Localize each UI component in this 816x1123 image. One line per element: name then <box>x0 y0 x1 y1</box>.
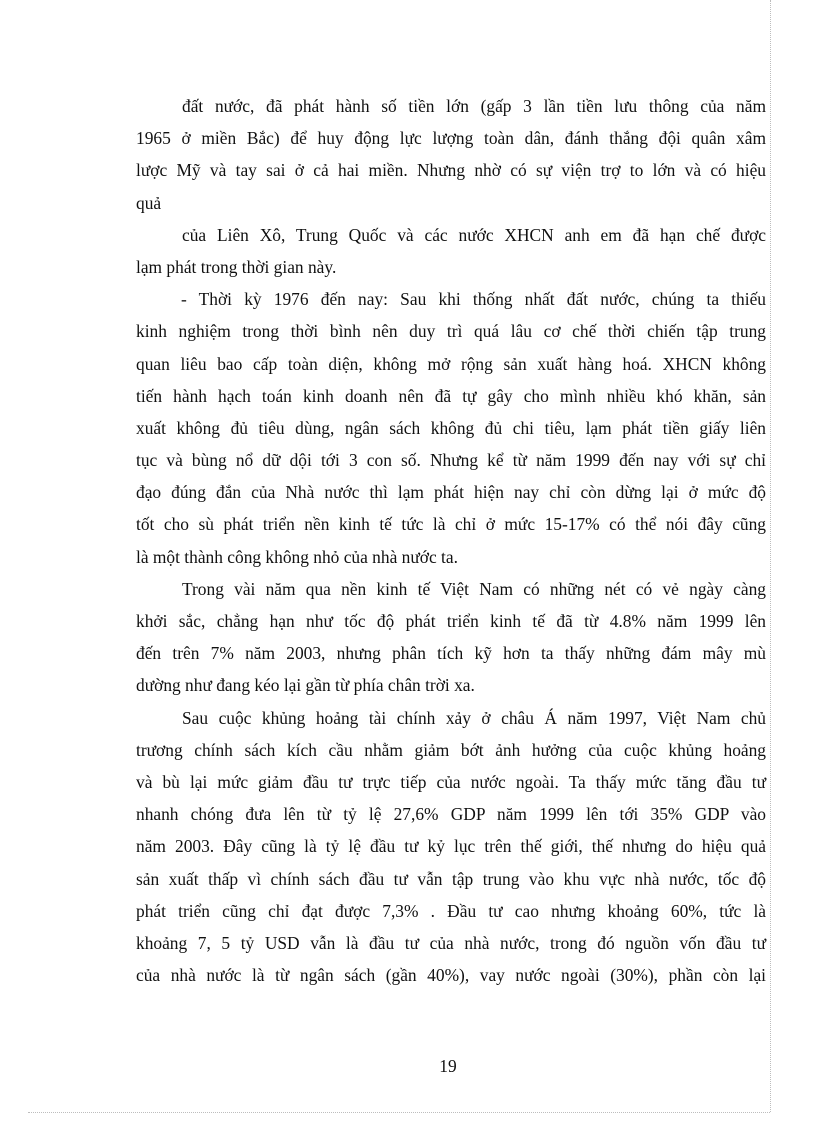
text-line: đất nước, đã phát hành số tiền lớn (gấp 3 lần tiền lưu thông của năm <box>182 96 766 116</box>
text-line: xuất không đủ tiêu dùng, ngân sách không đủ chi tiêu, lạm phát tiền giấy liên <box>136 417 766 438</box>
text-line: đạo đúng đắn của Nhà nước thì lạm phát hiện nay chỉ còn dừng lại ở mức độ <box>136 482 766 503</box>
text-line: khởi sắc, chẳng hạn như tốc độ phát triển kinh tế đã từ 4.8% năm 1999 lên <box>136 611 766 631</box>
text-line: lược Mỹ và tay sai ở cả hai miền. Nhưng nhờ có sự viện trợ to lớn và có hiệu <box>136 160 766 181</box>
text-line: nhanh chóng đưa lên từ tỷ lệ 27,6% GDP năm 1999 lên tới 35% GDP vào <box>136 804 766 825</box>
text-line: tốt cho sù phát triển nền kinh tế tức là chỉ ở mức 15-17% có thể nói đây cũng <box>136 514 766 535</box>
text-line: sản xuất thấp vì chính sách đầu tư vẫn tập trung vào khu vực nhà nước, tốc độ <box>136 868 766 889</box>
text-line: - Thời kỳ 1976 đến nay: Sau khi thống nhất đất nước, chúng ta thiếu <box>181 289 766 310</box>
text-line: trương chính sách kích cầu nhằm giảm bớt ảnh hưởng của cuộc khủng hoảng <box>136 739 766 760</box>
text-line: năm 2003. Đây cũng là tỷ lệ đầu tư kỷ lục trên thế giới, thế nhưng do hiệu quả <box>136 836 766 857</box>
text-line: tiến hành hạch toán kinh doanh nên đã tự gây cho mình nhiều khó khăn, sản <box>136 385 766 406</box>
page-number: 19 <box>439 1056 457 1076</box>
page-border-right <box>770 0 771 1112</box>
text-line: là một thành công không nhỏ của nhà nước ta. <box>136 546 458 567</box>
text-line: của nhà nước là từ ngân sách (gần 40%), vay nước ngoài (30%), phần còn lại <box>136 965 766 986</box>
text-line: quan liêu bao cấp toàn diện, không mở rộng sản xuất hàng hoá. XHCN không <box>136 353 766 374</box>
text-line: của Liên Xô, Trung Quốc và các nước XHCN anh em đã hạn chế được <box>182 224 766 245</box>
page-border-bottom <box>28 1112 770 1113</box>
text-line: phát triển cũng chỉ đạt được 7,3% . Đầu tư cao nhưng khoảng 60%, tức là <box>136 900 766 921</box>
text-line: 1965 ở miền Bắc) để huy động lực lượng toàn dân, đánh thắng đội quân xâm <box>136 128 766 149</box>
text-line: kinh nghiệm trong thời bình nên duy trì quá lâu cơ chế thời chiến tập trung <box>136 321 766 342</box>
text-line: dường như đang kéo lại gần từ phía chân trời xa. <box>136 675 475 696</box>
text-line: Trong vài năm qua nền kinh tế Việt Nam có những nét có vẻ ngày càng <box>182 578 766 599</box>
text-line: tục và bùng nổ dữ dội tới 3 con số. Nhưng kể từ năm 1999 đến nay với sự chỉ <box>136 450 766 471</box>
text-line: và bù lại mức giảm đầu tư trực tiếp của nước ngoài. Ta thấy mức tăng đầu tư <box>136 771 766 792</box>
text-line: quả <box>136 192 162 213</box>
text-line: lạm phát trong thời gian này. <box>136 256 337 277</box>
body-text <box>136 90 766 991</box>
text-line: đến trên 7% năm 2003, nhưng phân tích kỹ hơn ta thấy những đám mây mù <box>136 643 766 664</box>
text-line: Sau cuộc khủng hoảng tài chính xảy ở châu Á năm 1997, Việt Nam chủ <box>182 707 766 728</box>
text-line: khoảng 7, 5 tỷ USD vẫn là đầu tư của nhà nước, trong đó nguồn vốn đầu tư <box>136 932 766 953</box>
